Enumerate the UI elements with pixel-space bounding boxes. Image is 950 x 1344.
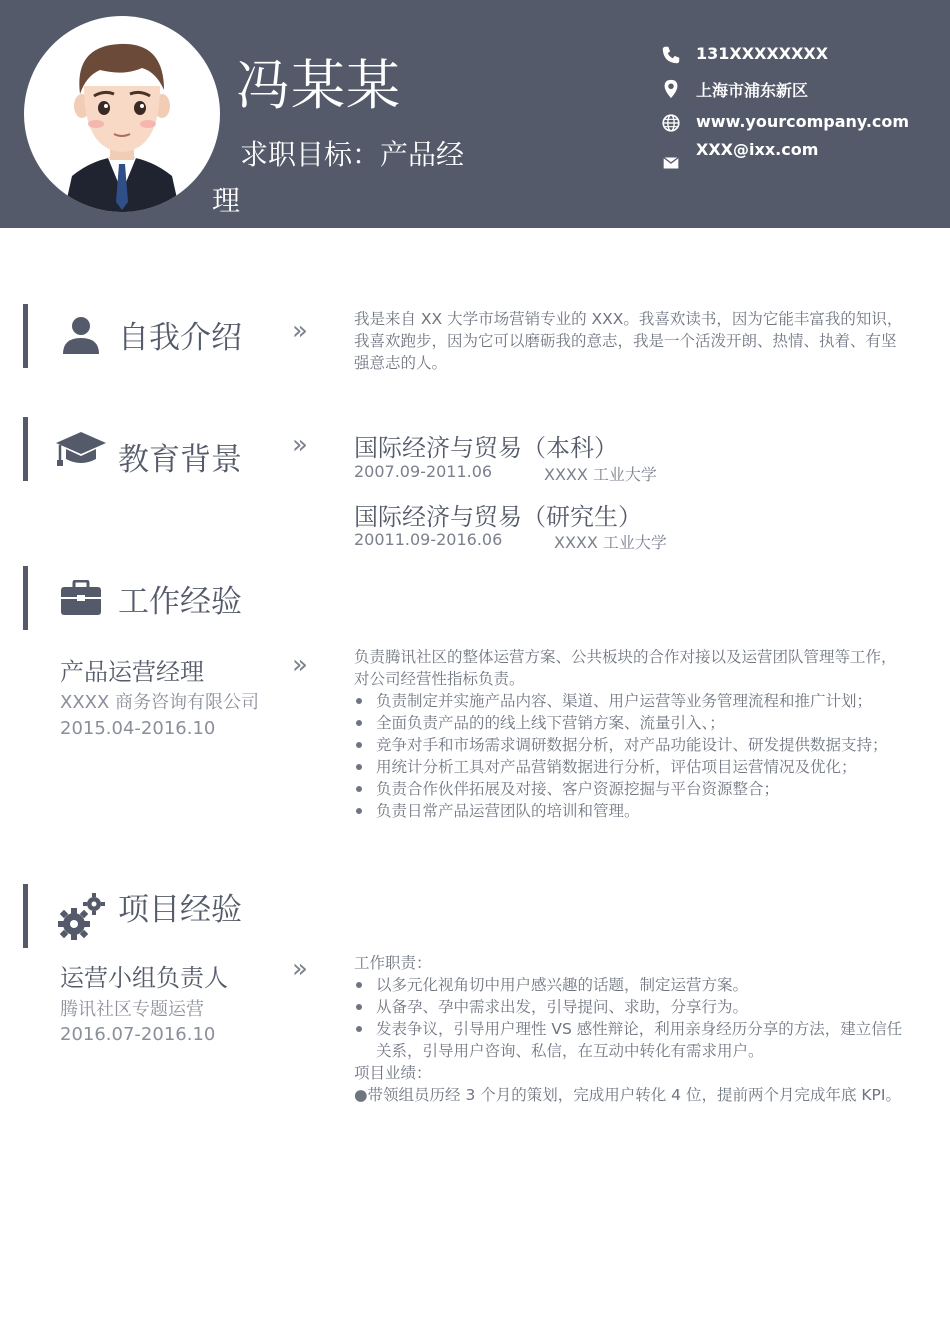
list-item: 负责制定并实施产品内容、渠道、用户运营等业务管理流程和推广计划； <box>354 690 910 712</box>
education-school-2: XXXX 工业大学 <box>554 533 667 552</box>
contact-website-text: www.yourcompany.com <box>696 112 910 131</box>
phone-icon <box>660 44 682 66</box>
candidate-name: 冯某某 <box>236 54 401 117</box>
education-major-2: 国际经济与贸易（研究生） <box>354 503 642 531</box>
location-pin-icon <box>660 78 682 100</box>
contact-email <box>660 138 940 164</box>
globe-icon <box>660 112 682 134</box>
contact-website <box>660 110 940 136</box>
envelope-icon <box>660 152 682 174</box>
project-chevron: » <box>292 954 302 984</box>
briefcase-icon <box>60 580 102 616</box>
education-chevron: » <box>292 430 302 460</box>
education-period-2: 20011.09-2016.06 <box>354 530 503 549</box>
header-banner <box>0 0 950 228</box>
list-item: 全面负责产品的的线上线下营销方案、流量引入、； <box>354 712 910 734</box>
list-item: 竞争对手和市场需求调研数据分析，对产品功能设计、研发提供数据支持； <box>354 734 910 756</box>
project-results: ●带领组员历经 3 个月的策划，完成用户转化 4 位，提前两个月完成年底 KPI。 <box>354 1086 901 1104</box>
work-section-bar <box>23 566 28 630</box>
education-major-1: 国际经济与贸易（本科） <box>354 434 618 462</box>
contact-email-text: XXX@ixx.com <box>696 140 819 159</box>
gears-icon <box>56 892 106 942</box>
work-description <box>354 646 910 822</box>
list-item: 以多元化视角切中用户感兴趣的话题，制定运营方案。 <box>354 974 910 996</box>
work-period: 2015.04-2016.10 <box>60 718 216 739</box>
work-bullet-list <box>354 690 910 822</box>
contact-address-text: 上海市浦东新区 <box>696 81 809 100</box>
avatar <box>24 16 220 212</box>
person-icon <box>60 314 102 356</box>
work-section-title: 工作经验 <box>118 584 242 620</box>
graduation-cap-icon <box>54 430 108 470</box>
contact-phone-text: 131XXXXXXXX <box>696 44 829 63</box>
project-results-label: 项目业绩： <box>354 1064 432 1082</box>
project-role: 运营小组负责人 <box>60 964 228 992</box>
work-chevron: » <box>292 650 302 680</box>
project-name: 腾讯社区专题运营 <box>60 999 204 1020</box>
list-item: 从备孕、孕中需求出发，引导提问、求助，分享行为。 <box>354 996 910 1018</box>
education-school-1: XXXX 工业大学 <box>544 465 657 484</box>
avatar-illustration <box>24 16 220 212</box>
project-duties-label: 工作职责： <box>354 954 432 972</box>
list-item: 负责合作伙伴拓展及对接、客户资源挖掘与平台资源整合； <box>354 778 910 800</box>
education-section-bar <box>23 417 28 481</box>
list-item: 发表争议，引导用户理性 VS 感性辩论，利用亲身经历分享的方法，建立信任关系，引导用户咨询、私信，在互动中转化有需求用户。 <box>354 1018 910 1062</box>
intro-section-bar <box>23 304 28 368</box>
intro-text: 我是来自 XX 大学市场营销专业的 XXX。我喜欢读书，因为它能丰富我的知识，我喜欢跑步，因为它可以磨砺我的意志，我是一个活泼开朗、热情、执着、有坚强意志的人。 <box>354 310 903 372</box>
project-description <box>354 952 910 1106</box>
education-period-1: 2007.09-2011.06 <box>354 462 493 481</box>
project-section-title: 项目经验 <box>118 892 242 928</box>
list-item: 用统计分析工具对产品营销数据进行分析，评估项目运营情况及优化； <box>354 756 910 778</box>
job-objective: 求职目标：产品经理 <box>212 138 465 217</box>
project-period: 2016.07-2016.10 <box>60 1024 216 1045</box>
work-summary: 负责腾讯社区的整体运营方案、公共板块的合作对接以及运营团队管理等工作，对公司经营性指标负责。 <box>354 648 897 688</box>
work-company: XXXX 商务咨询有限公司 <box>60 692 260 713</box>
list-item: 负责日常产品运营团队的培训和管理。 <box>354 800 910 822</box>
intro-section-title: 自我介绍 <box>118 320 242 356</box>
project-section-bar <box>23 884 28 948</box>
contact-address <box>660 76 940 102</box>
project-duties-list <box>354 974 910 1062</box>
work-position: 产品运营经理 <box>60 658 204 686</box>
contact-phone <box>660 42 940 68</box>
intro-chevron: » <box>292 316 302 346</box>
education-section-title: 教育背景 <box>118 442 242 478</box>
